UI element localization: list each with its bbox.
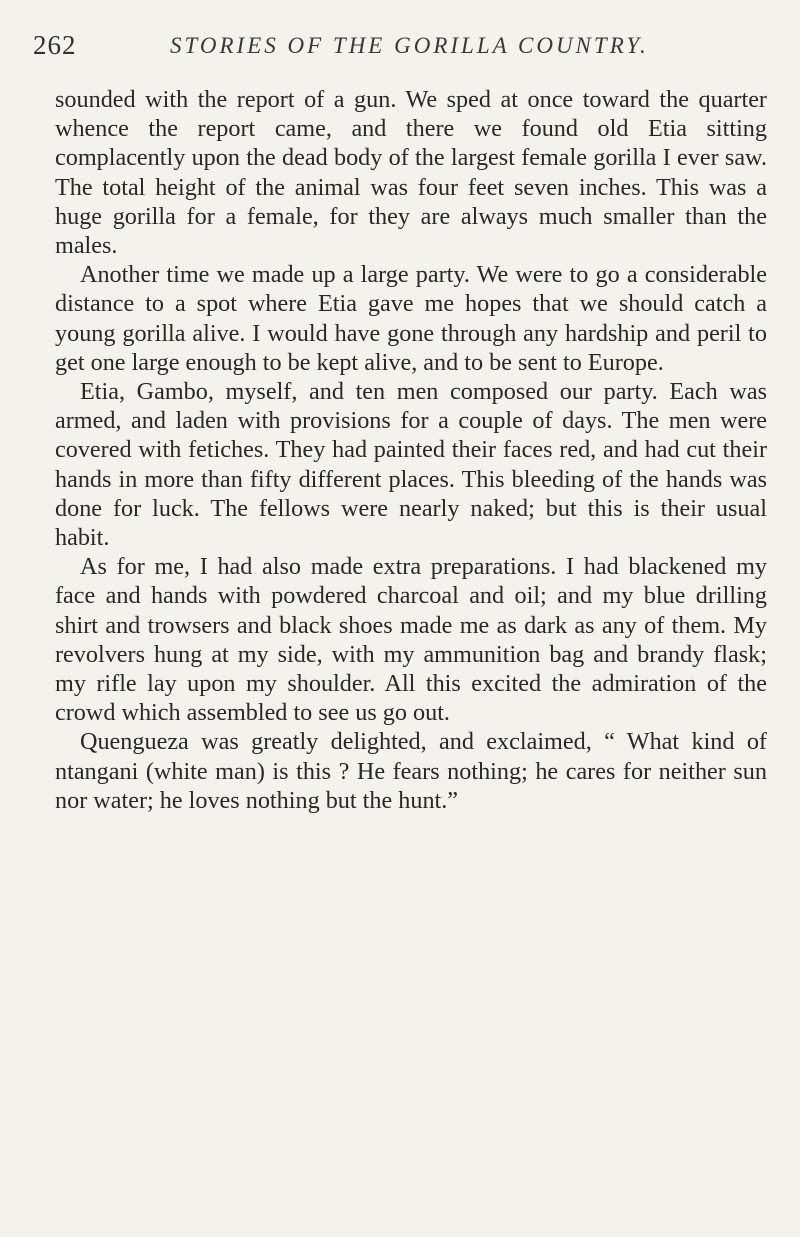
paragraph: sounded with the report of a gun. We sped at once toward the quarter whence the report came, and there we found old Etia sitting complacently upon the dead body of the largest female gorilla I ever saw. The total height of the animal was four feet seven inches. This was a huge gorilla for a female, for they are always much smaller than the males. — [55, 86, 767, 260]
paragraph: Another time we made up a large party. We were to go a considerable distance to a spot where Etia gave me hopes that we should catch a young gorilla alive. I would have gone through any hardship and peril to get one large enough to be kept alive, and to be sent to Europe. — [55, 261, 767, 376]
paragraph: Etia, Gambo, myself, and ten men composed our party. Each was armed, and laden with provisions for a couple of days. The men were covered with fetiches. They had painted their faces red, and had cut their hands in more than fifty different places. This bleeding of the hands was done for luck. The fellows were nearly naked; but this is their usual habit. — [55, 378, 767, 552]
page-number: 262 — [33, 30, 77, 60]
body-text — [55, 85, 767, 815]
page-header — [30, 30, 770, 70]
paragraph: As for me, I had also made extra preparations. I had blackened my face and hands with powdered charcoal and oil; and my blue drilling shirt and trowsers and black shoes made me as dark as any of them. My revolvers hung at my side, with my ammunition bag and brandy flask; my rifle lay upon my shoulder. All this excited the admiration of the crowd which assembled to see us go out. — [55, 553, 767, 727]
paragraph: Quengueza was greatly delighted, and exclaimed, “ What kind of ntangani (white man) is this ? He fears nothing; he cares for neither sun nor water; he loves nothing but the hunt.” — [55, 728, 767, 814]
running-head: STORIES OF THE GORILLA COUNTRY. — [170, 33, 649, 58]
